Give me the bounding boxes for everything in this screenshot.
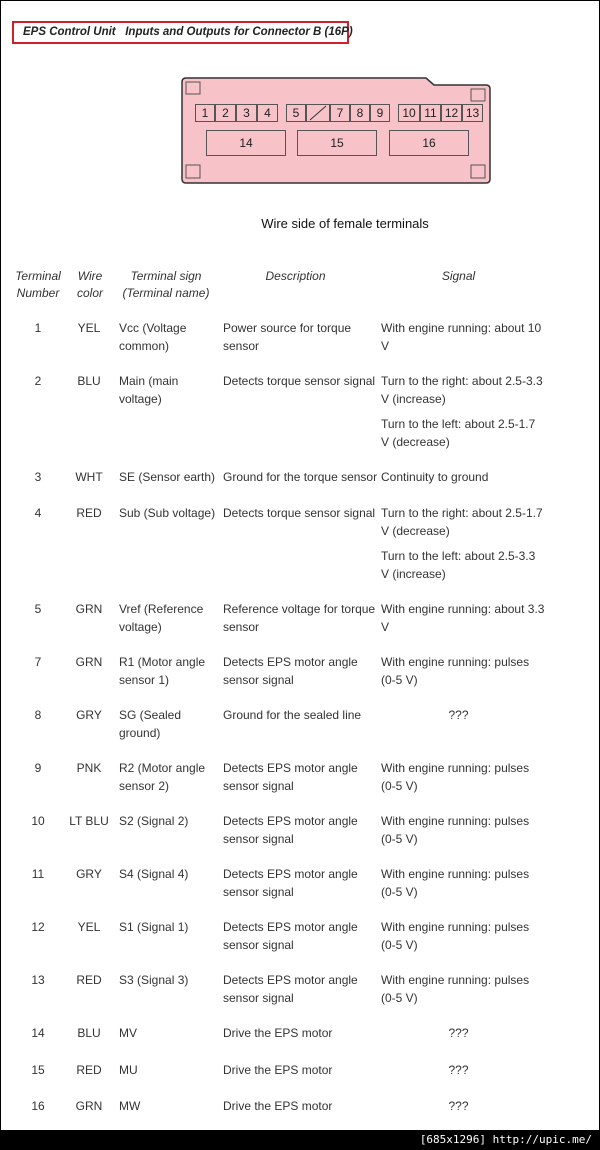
terminal-number: 13 — [31, 973, 45, 987]
terminal-sign: S2 (Signal 2) — [119, 814, 189, 828]
terminal-number: 8 — [34, 708, 42, 722]
signal-text: ??? — [448, 1099, 469, 1113]
wire-color: RED — [76, 506, 102, 520]
terminal-sign: SG (Sealed ground) — [119, 708, 182, 740]
terminal-number: 2 — [34, 374, 42, 388]
wire-color: GRN — [75, 1099, 103, 1113]
pin-7: 7 — [330, 104, 350, 122]
pin-4: 4 — [257, 104, 278, 122]
signal — [381, 760, 546, 795]
terminal-sign: Sub (Sub voltage) — [119, 506, 216, 520]
terminal-number: 14 — [31, 1026, 45, 1040]
terminal-sign: MU — [119, 1063, 138, 1077]
signal-text: With engine running: pulses (0-5 V) — [381, 655, 530, 687]
connector-diagram — [180, 77, 491, 185]
wire-color: GRY — [76, 867, 102, 881]
signal — [381, 813, 546, 848]
description: Detects torque sensor signal — [223, 506, 376, 520]
terminal-sign: S3 (Signal 3) — [119, 973, 189, 987]
pin-3: 3 — [236, 104, 257, 122]
header-wire-color: Wire color — [76, 269, 103, 300]
wire-color: BLU — [77, 1026, 101, 1040]
signal-text: With engine running: pulses (0-5 V) — [381, 867, 530, 899]
signal — [381, 1098, 536, 1116]
description: Detects EPS motor angle sensor signal — [223, 920, 358, 952]
terminal-sign: Vcc (Voltage common) — [119, 321, 187, 353]
wire-color: GRN — [75, 655, 103, 669]
wire-color: LT BLU — [69, 814, 109, 828]
description: Detects EPS motor angle sensor signal — [223, 973, 358, 1005]
terminal-number: 5 — [34, 602, 42, 616]
pin-5: 5 — [286, 104, 306, 122]
terminal-number: 10 — [31, 814, 45, 828]
terminal-sign: Main (main voltage) — [119, 374, 179, 406]
signal-text: With engine running: about 10 V — [381, 321, 542, 353]
terminal-number: 7 — [34, 655, 42, 669]
header-terminal-sign: Terminal sign (Terminal name) — [122, 269, 210, 300]
pin-8: 8 — [350, 104, 370, 122]
description: Drive the EPS motor — [223, 1063, 333, 1077]
signal-text: ??? — [448, 708, 469, 722]
terminal-sign: S4 (Signal 4) — [119, 867, 189, 881]
pin-12: 12 — [441, 104, 462, 122]
page-title: EPS Control Unit Inputs and Outputs for Connector B (16P) — [12, 21, 349, 44]
signal — [381, 320, 546, 355]
signal-text: With engine running: pulses (0-5 V) — [381, 920, 530, 952]
terminal-number: 16 — [31, 1099, 45, 1113]
signal-text: With engine running: pulses (0-5 V) — [381, 973, 530, 1005]
terminal-sign: Vref (Reference voltage) — [119, 602, 204, 634]
terminal-number: 9 — [34, 761, 42, 775]
signal — [381, 469, 546, 487]
header-description: Description — [265, 269, 326, 283]
signal-text-secondary: Turn to the left: about 2.5-3.3 V (increase) — [381, 549, 536, 581]
description: Power source for torque sensor — [223, 321, 352, 353]
signal — [381, 919, 546, 954]
description: Detects EPS motor angle sensor signal — [223, 761, 358, 793]
signal — [381, 707, 536, 725]
wire-color: WHT — [75, 470, 103, 484]
terminal-number: 3 — [34, 470, 42, 484]
pin-11: 11 — [420, 104, 441, 122]
description: Reference voltage for torque sensor — [223, 602, 376, 634]
wire-color: GRN — [75, 602, 103, 616]
header-terminal-number: Terminal Number — [15, 269, 61, 300]
signal — [381, 1025, 536, 1043]
wire-color: GRY — [76, 708, 102, 722]
terminal-sign: MW — [119, 1099, 141, 1113]
pin-10: 10 — [398, 104, 420, 122]
wire-color: YEL — [77, 920, 101, 934]
terminal-sign: MV — [119, 1026, 137, 1040]
signal — [381, 654, 546, 689]
pin-14: 14 — [206, 130, 286, 156]
terminal-number: 1 — [34, 321, 42, 335]
wire-color: RED — [76, 1063, 102, 1077]
signal-text: With engine running: about 3.3 V — [381, 602, 545, 634]
header-signal: Signal — [441, 269, 476, 283]
wire-color: YEL — [77, 321, 101, 335]
description: Ground for the torque sensor — [223, 470, 378, 484]
signal-text: Continuity to ground — [381, 470, 489, 484]
signal — [381, 505, 546, 583]
description: Detects torque sensor signal — [223, 374, 376, 388]
wire-color: BLU — [77, 374, 101, 388]
signal-text: Turn to the right: about 2.5-3.3 V (increase) — [381, 374, 543, 406]
terminal-sign: R2 (Motor angle sensor 2) — [119, 761, 206, 793]
wire-color: PNK — [76, 761, 102, 775]
terminal-number: 11 — [31, 867, 45, 881]
terminal-number: 4 — [34, 506, 42, 520]
terminal-sign: R1 (Motor angle sensor 1) — [119, 655, 206, 687]
pin-13: 13 — [462, 104, 483, 122]
signal — [381, 373, 546, 451]
wire-side-caption: Wire side of female terminals — [261, 216, 429, 231]
description: Drive the EPS motor — [223, 1026, 333, 1040]
description: Detects EPS motor angle sensor signal — [223, 867, 358, 899]
signal — [381, 866, 546, 901]
signal-text: With engine running: pulses (0-5 V) — [381, 814, 530, 846]
signal-text: ??? — [448, 1063, 469, 1077]
signal — [381, 601, 546, 636]
wire-color: RED — [76, 973, 102, 987]
terminal-number: 12 — [31, 920, 45, 934]
pin-blank-slash — [306, 104, 330, 122]
pin-1: 1 — [195, 104, 215, 122]
pin-15: 15 — [297, 130, 377, 156]
footer-watermark: [685x1296] http://upic.me/ — [0, 1130, 600, 1150]
description: Detects EPS motor angle sensor signal — [223, 814, 358, 846]
pin-16: 16 — [389, 130, 469, 156]
signal — [381, 1062, 536, 1080]
description: Ground for the sealed line — [223, 708, 362, 722]
pin-2: 2 — [215, 104, 236, 122]
description: Drive the EPS motor — [223, 1099, 333, 1113]
signal — [381, 972, 546, 1007]
description: Detects EPS motor angle sensor signal — [223, 655, 358, 687]
signal-text: ??? — [448, 1026, 469, 1040]
pin-9: 9 — [370, 104, 390, 122]
terminal-sign: SE (Sensor earth) — [119, 470, 216, 484]
terminal-number: 15 — [31, 1063, 45, 1077]
signal-text-secondary: Turn to the left: about 2.5-1.7 V (decrease) — [381, 417, 536, 449]
signal-text: Turn to the right: about 2.5-1.7 V (decrease) — [381, 506, 543, 538]
signal-text: With engine running: pulses (0-5 V) — [381, 761, 530, 793]
terminal-sign: S1 (Signal 1) — [119, 920, 189, 934]
